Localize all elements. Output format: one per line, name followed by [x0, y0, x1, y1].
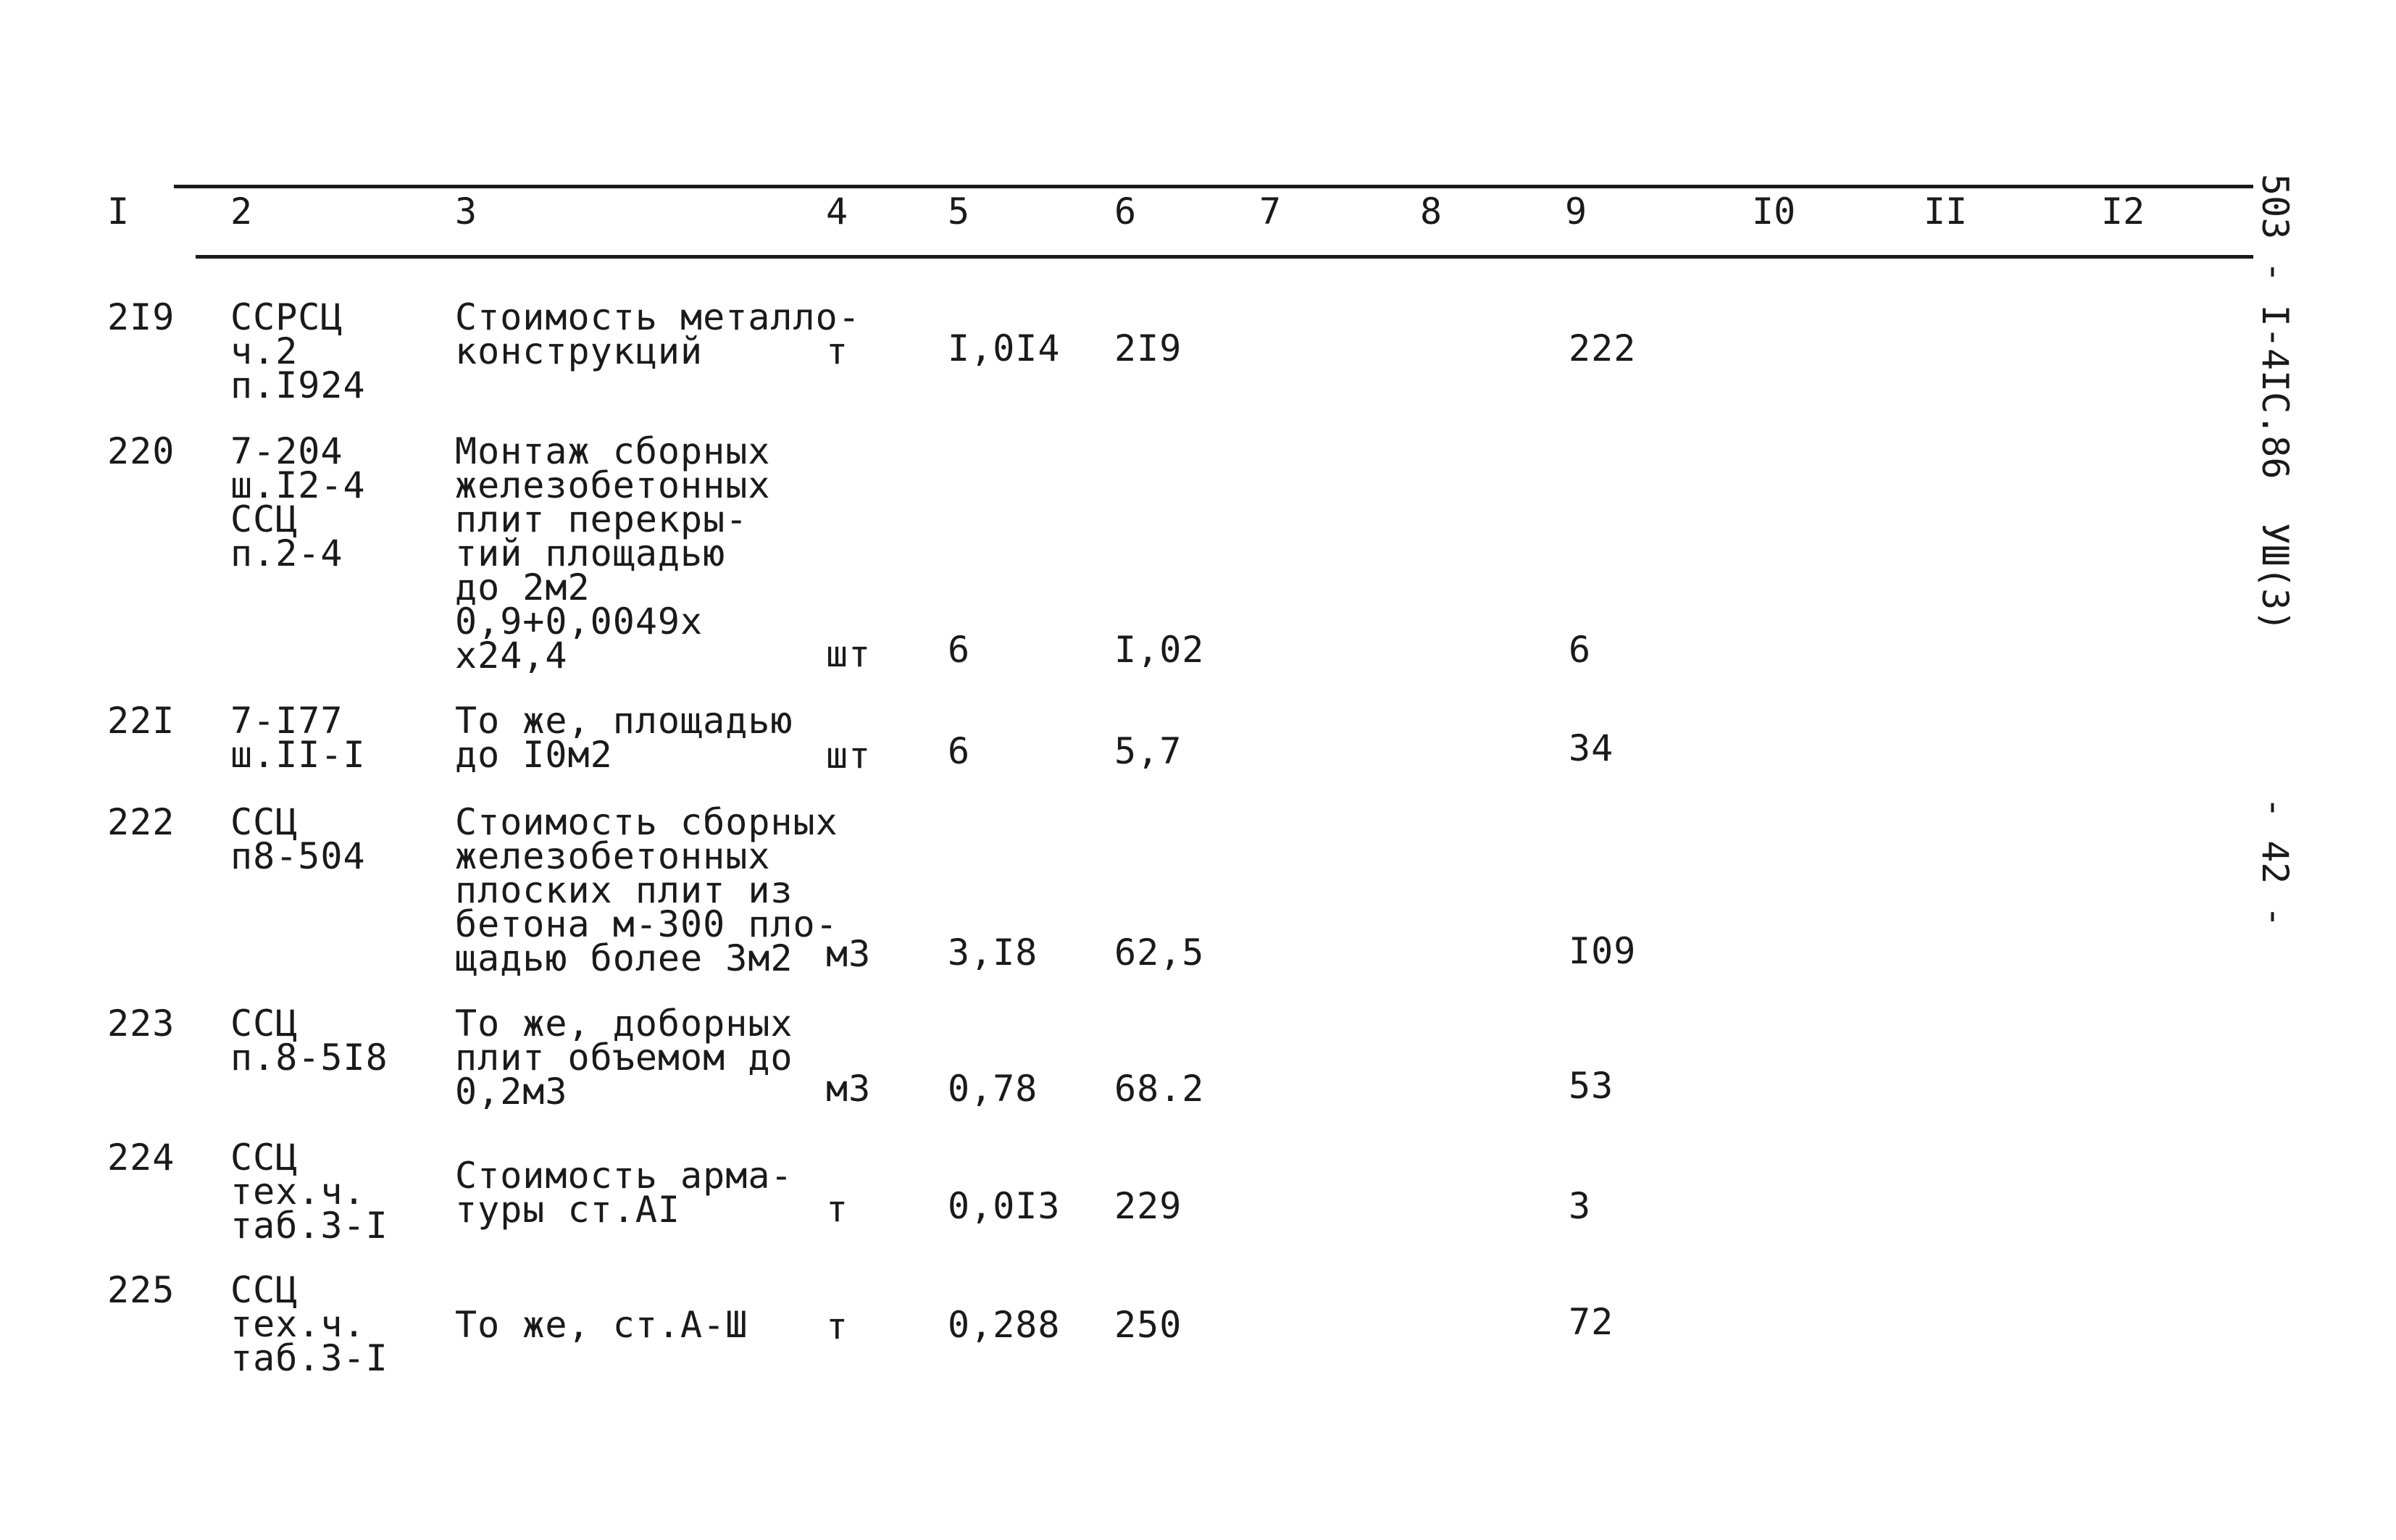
row-total: 72: [1569, 1301, 1614, 1343]
row-price: 5,7: [1114, 730, 1182, 772]
row-code: ССРСЦ ч.2 п.I924: [230, 296, 366, 406]
row-total: 34: [1569, 727, 1614, 769]
row-price: I,02: [1114, 629, 1205, 671]
row-number: 220: [107, 430, 175, 472]
row-price: 250: [1114, 1304, 1182, 1346]
table-header-rule: [196, 255, 2253, 259]
row-unit: шт: [826, 735, 872, 777]
col-header-1: I: [107, 191, 130, 233]
row-name: Стоимость металло- конструкций: [455, 296, 861, 372]
col-header-6: 6: [1114, 191, 1137, 233]
row-number: 223: [107, 1003, 175, 1045]
row-code: ССЦ п.8-5I8: [230, 1003, 388, 1079]
row-number: 2I9: [107, 296, 175, 338]
row-unit: т: [826, 330, 849, 372]
row-quantity: 0,78: [948, 1068, 1038, 1110]
row-quantity: 6: [948, 629, 971, 671]
row-quantity: 6: [948, 730, 971, 772]
col-header-7: 7: [1259, 191, 1282, 233]
row-number: 22I: [107, 700, 175, 742]
row-unit: шт: [826, 633, 872, 675]
col-header-3: 3: [455, 191, 477, 233]
row-quantity: 0,0I3: [948, 1185, 1061, 1227]
table-top-rule: [174, 185, 2253, 188]
row-name: Стоимость сборных железобетонных плоских плит из бетона м-300 пло- щадью более 3м2: [455, 801, 838, 979]
row-name: То же, ст.А-Ш: [455, 1304, 748, 1346]
row-unit: т: [826, 1305, 849, 1347]
row-quantity: 0,288: [948, 1304, 1061, 1346]
row-name: То же, площадью до I0м2: [455, 700, 793, 776]
row-unit: м3: [826, 1068, 872, 1110]
row-code: 7-I77 ш.II-I: [230, 700, 366, 776]
col-header-4: 4: [826, 191, 848, 233]
row-name: То же, доборных плит объемом до 0,2м3: [455, 1003, 793, 1113]
row-number: 224: [107, 1137, 175, 1179]
row-quantity: I,0I4: [948, 327, 1061, 369]
row-total: 3: [1569, 1185, 1592, 1227]
row-unit: т: [826, 1188, 849, 1230]
col-header-11: II: [1924, 191, 1968, 233]
row-price: 2I9: [1114, 327, 1182, 369]
col-header-2: 2: [230, 191, 253, 233]
row-code: ССЦ тех.ч. таб.3-I: [230, 1137, 388, 1247]
row-quantity: 3,I8: [948, 932, 1038, 974]
margin-annotations: [2246, 174, 2304, 971]
col-header-12: I2: [2101, 191, 2145, 233]
row-total: 6: [1569, 629, 1592, 671]
row-name: Монтаж сборных железобетонных плит перекры- тий площадью до 2м2 0,9+0,0049х х24,4: [455, 430, 771, 677]
row-code: ССЦ п8-504: [230, 801, 366, 877]
row-total: 53: [1569, 1065, 1614, 1107]
col-header-10: I0: [1752, 191, 1796, 233]
row-unit: м3: [826, 933, 872, 975]
row-number: 222: [107, 801, 175, 843]
row-total: I09: [1569, 930, 1637, 972]
row-total: 222: [1569, 327, 1637, 369]
row-number: 225: [107, 1269, 175, 1311]
document-code: 503 - I-4IС.86 УШ(3): [2254, 174, 2296, 632]
row-code: ССЦ тех.ч. таб.3-I: [230, 1269, 388, 1379]
row-code: 7-204 ш.I2-4 ССЦ п.2-4: [230, 430, 366, 574]
row-price: 62,5: [1114, 932, 1205, 974]
row-price: 68.2: [1114, 1068, 1205, 1110]
col-header-9: 9: [1565, 191, 1587, 233]
page-number: - 42 -: [2254, 797, 2296, 928]
col-header-5: 5: [948, 191, 970, 233]
row-name: Стоимость арма- туры ст.АI: [455, 1155, 793, 1231]
row-price: 229: [1114, 1185, 1182, 1227]
col-header-8: 8: [1420, 191, 1443, 233]
